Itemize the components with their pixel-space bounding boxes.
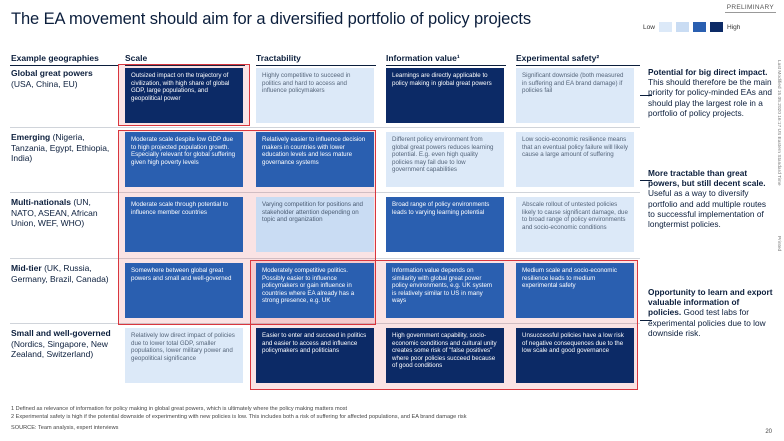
cell-great-powers-safety: Significant downside (both measured in suffering and EA brand damage) if policies fail — [516, 68, 634, 123]
header-rule — [386, 65, 506, 66]
side-modified-text: Last Modified 15.05.2020 16:17 US Eastern Standard Time — [776, 60, 781, 186]
preliminary-label: PRELIMINARY — [726, 4, 774, 11]
header-tractability: Tractability — [256, 53, 301, 63]
source-note: SOURCE: Team analysis, expert interviews — [11, 425, 119, 431]
side-printed-text: Printed — [776, 236, 781, 252]
cell-great-powers-tractability: Highly competitive to succeed in politics and hard to access and influence policymakers — [256, 68, 374, 123]
cell-multinationals-information: Broad range of policy environments leads to varying learning potential — [386, 197, 504, 252]
cell-mid-tier-information: Information value depends on similarity with global great power policy environments, e.g. UK system is relatively similar to US in many ways — [386, 263, 504, 318]
footnote-1: 1 Defined as relevance of information for policy making in global great powers, which is ultimately where the policy making matters most — [11, 406, 348, 412]
cell-mid-tier-scale: Somewhere between global great powers and small and well-governed — [125, 263, 243, 318]
cell-small-information: High government capability, socio-economic conditions and cultural unity creates some risk of "false positives" where poor policies succeed because of good conditions — [386, 328, 504, 383]
cell-emerging-information: Different policy environment from global great powers reduces learning potential. E.g. even high quality policies may fail due to low government capabilities — [386, 132, 504, 187]
legend — [643, 22, 740, 32]
header-information-value: Information value¹ — [386, 53, 460, 63]
legend-swatch-2 — [676, 22, 689, 32]
callout-great-powers: Potential for big direct impact. This should therefore be the main priority for policy-minded EAs and should play the largest role in a portfolio of policy projects. — [648, 67, 773, 118]
row-separator — [10, 127, 640, 128]
cell-small-scale: Relatively low direct impact of policies due to lower total GDP, smaller populations, lower military power and geopolitical significance — [125, 328, 243, 383]
cell-multinationals-tractability: Varying competition for positions and stakeholder attention depending on topic and organization — [256, 197, 374, 252]
cell-great-powers-information: Learnings are directly applicable to policy making in global great powers — [386, 68, 504, 123]
page-title: The EA movement should aim for a diversified portfolio of policy projects — [11, 10, 532, 28]
legend-high-label: High — [726, 23, 741, 31]
row-label-small-well-governed: Small and well-governed (Nordics, Singapore, New Zealand, Switzerland) — [11, 328, 111, 359]
legend-swatch-3 — [693, 22, 706, 32]
row-label-multi-nationals: Multi-nationals (UN, NATO, ASEAN, African Union, WEF, WHO) — [11, 197, 98, 228]
row-label-emerging: Emerging (Nigeria, Tanzania, Egypt, Ethiopia, India) — [11, 132, 110, 163]
cell-mid-tier-safety: Medium scale and socio-economic resilience leads to medium experimental safety — [516, 263, 634, 318]
header-experimental-safety: Experimental safety² — [516, 53, 600, 63]
cell-small-safety: Unsuccessful policies have a low risk of negative consequences due to the low scale and good governance — [516, 328, 634, 383]
header-rule — [516, 65, 640, 66]
callout-tractable: More tractable than great powers, but still decent scale. Useful as a way to diversify portfolio and add multiple routes to successful implementation of longtermist policies. — [648, 168, 767, 230]
cell-emerging-scale: Moderate scale despite low GDP due to high projected population growth. Especially relevant for global suffering given high poverty levels — [125, 132, 243, 187]
page-number: 20 — [765, 429, 772, 435]
header-rule — [10, 65, 118, 66]
header-scale: Scale — [125, 53, 148, 63]
callout-learning: Opportunity to learn and export valuable information of policies. Good test labs for experimental policies due to low downside risk. — [648, 287, 773, 338]
row-label-global-great-powers: Global great powers (USA, China, EU) — [11, 68, 93, 89]
legend-swatch-4 — [710, 22, 723, 32]
cell-emerging-safety: Low socio-economic resilience means that an eventual policy failure will likely cause a large amount of suffering — [516, 132, 634, 187]
cell-great-powers-scale: Outsized impact on the trajectory of civilization, with high share of global GDP, large populations, and geopolitical power — [125, 68, 243, 123]
cell-emerging-tractability: Relatively easier to influence decision makers in countries with lower education levels and less mature governance systems — [256, 132, 374, 187]
header-rule — [256, 65, 376, 66]
legend-low-label: Low — [643, 23, 655, 31]
row-label-mid-tier: Mid-tier (UK, Russia, Germany, Brazil, Canada) — [11, 263, 109, 284]
cell-multinationals-scale: Moderate scale through potential to influence member countries — [125, 197, 243, 252]
legend-swatch-1 — [659, 22, 672, 32]
header-geographies: Example geographies — [11, 53, 99, 63]
cell-mid-tier-tractability: Moderately competitive politics. Possibly easier to influence policymakers or gain influence in countries where EA already has a strong presence, e.g. UK — [256, 263, 374, 318]
cell-multinationals-safety: Abscale rollout of untested policies likely to cause significant damage, due to broad range of policy environments and socio-economic conditions — [516, 197, 634, 252]
footnote-2: 2 Experimental safety is high if the potential downside of experimenting with new policies is low. This includes both a risk of suffering for affected populations, and EA brand damage risk — [11, 414, 467, 420]
cell-small-tractability: Easier to enter and succeed in politics and easier to access and influence policymakers and politicians — [256, 328, 374, 383]
